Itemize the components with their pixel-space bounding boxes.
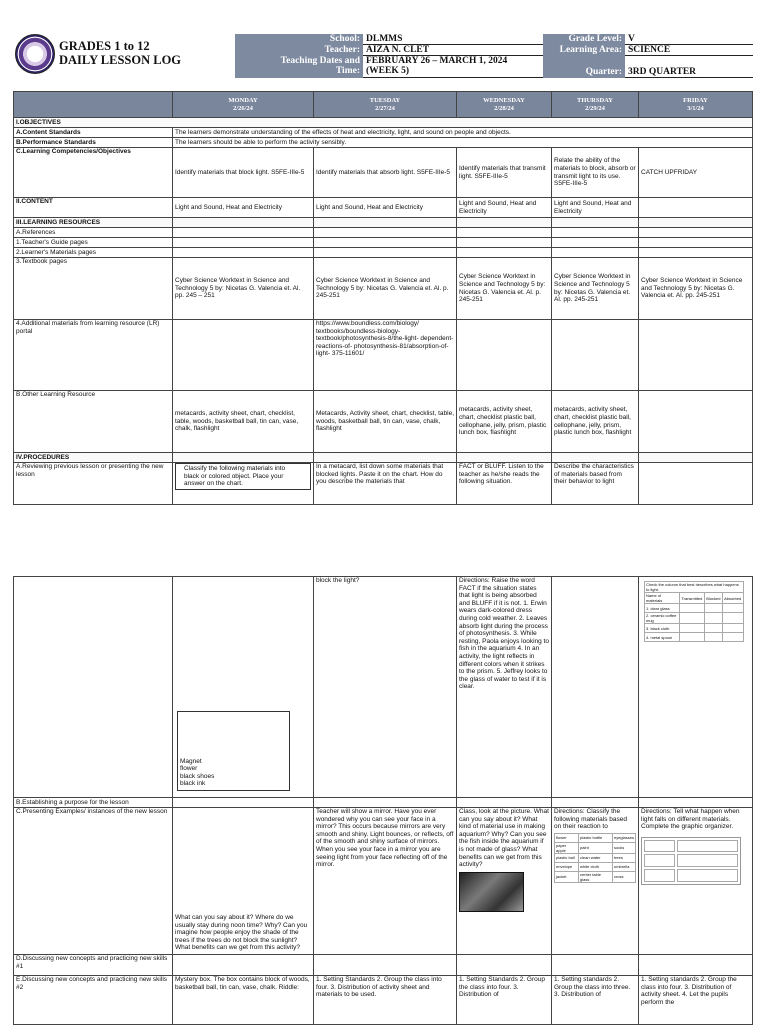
procedures-heading: IV.PROCEDURES	[14, 453, 173, 463]
content-thursday: Light and Sound, Heat and Electricity	[552, 198, 639, 218]
grid-cell: trees	[612, 853, 635, 862]
check-head: Blocked	[705, 593, 723, 604]
blank-head-cell	[14, 92, 173, 118]
perf-std-label: B.Performance Standards	[14, 138, 173, 148]
disc-monday: Mystery box. The box contains block of woods, basketball ball, tin can, vase, chalk. Riddle:	[173, 976, 314, 1025]
textbook-label: 3.Textbook pages	[14, 258, 173, 320]
content-monday: Light and Sound, Heat and Electricity	[173, 198, 314, 218]
resources-heading: III.LEARNING RESOURCES	[14, 218, 173, 228]
lm-label: 2.Learner's Materials pages	[14, 248, 173, 258]
check-head: Name of materials	[645, 593, 680, 604]
content-friday	[639, 198, 753, 218]
purpose-label: B.Establishing a purpose for the lesson	[14, 798, 173, 808]
examples-tuesday: Teacher will show a mirror. Have you ever wondered why you can see your face in a mirror? This occurs because mirrors are very smooth and shiny. Light bounces, or reflects, off of the smooth and shiny surface of mirrors. When you see your face in a mirror you are seeing light from your face reflecting off of the mirror.	[314, 808, 457, 955]
other-label: B.Other Learning Resource	[14, 391, 173, 453]
examples-monday: What can you say about it? Where do we usually stay during noon time? Why? Can you imagine how people enjoy the shade of the trees if the trees do not block the sunlight? What benefits can we get from this activity?	[173, 808, 314, 955]
disc-friday: 1. Setting standards 2. Group the class into four. 3. Distribution of activity sheet. 4. Let the pupils perform the	[639, 976, 753, 1025]
comp-monday: Identify materials that block light. S5FE-IIIe-5	[173, 148, 314, 198]
check-row: 3. black cloth	[645, 624, 680, 633]
lesson-table-2	[13, 576, 753, 1025]
day-monday: MONDAY 2/26/24	[173, 92, 314, 118]
review-monday-list	[177, 711, 290, 791]
grid-cell: center table glass	[579, 871, 613, 882]
check-head: Transmitted	[680, 593, 705, 604]
grid-cell: clean water	[579, 853, 613, 862]
perf-std-text: The learners should be able to perform the activity sensibly.	[173, 138, 753, 148]
discussing1-label: D.Discussing new concepts and practicing new skills #1	[14, 955, 173, 976]
grid-cell: paint	[579, 842, 613, 853]
textbook-wednesday: Cyber Science Worktext in Science and Technology 5 by: Nicetas G. Valencia et. Al. p. 245-251	[457, 258, 552, 320]
list-item: Magnet	[180, 757, 202, 765]
examples-friday: Directions: Tell what happen when light falls on different materials. Complete the graphic organizer.	[641, 808, 740, 831]
title-grades: GRADES 1 to 12	[59, 39, 150, 53]
review-tuesday: In a metacard, list down some materials that blocked lights. Paste it on the chart. How do you describe the materials that	[314, 463, 457, 505]
school-label: School:	[235, 34, 363, 45]
quarter-value: 3RD QUARTER	[625, 56, 753, 78]
additional-tuesday-link[interactable]: https://www.boundless.com/biology/ textbooks/boundless-biology- textbook/photosynthesis-8/the-light- dependent-reactions-of- photosynthesis-81/absorption-of-light- 375-11601/	[314, 320, 457, 391]
grid-cell: socks	[612, 842, 635, 853]
content-std-text: The learners demonstrate understanding of the effects of heat and electricity, light, and sound on people and objects.	[173, 128, 753, 138]
check-table-caption: Check the column that best describes what happens to light.	[645, 582, 744, 593]
graphic-organizer	[641, 837, 741, 885]
grid-cell: jacket	[555, 871, 579, 882]
examples-thursday: Directions: Classify the following materials based on their reaction to	[554, 808, 627, 831]
dates-label: Teaching Dates and Time:	[235, 56, 363, 78]
deped-seal-icon	[15, 34, 55, 74]
textbook-monday: Cyber Science Worktext in Science and Technology 5 by: Nicetas G. Valencia et. Al. pp. 245 – 251	[173, 258, 314, 320]
textbook-tuesday: Cyber Science Worktext in Science and Technology 5 by: Nicetas G. Valencia et. Al. p. 245-251	[314, 258, 457, 320]
other-monday: metacards, activity sheet, chart, checklist, table, woods, basketball ball, tin can, vase, chalk, flashlight	[173, 391, 314, 453]
teacher-value: AIZA N. CLET	[363, 45, 543, 56]
quarter-label: Quarter:	[543, 56, 625, 78]
comp-friday: CATCH UPFRIDAY	[639, 148, 753, 198]
day-friday: FRIDAY 3/1/24	[639, 92, 753, 118]
additional-label: 4.Additional materials from learning resource (LR) portal	[14, 320, 173, 391]
check-head: Absorbed	[723, 593, 744, 604]
check-row: 1. clear glass	[645, 604, 680, 613]
review-label: A.Reviewing previous lesson or presenting the new lesson	[14, 463, 173, 505]
day-thursday: THURSDAY 2/29/24	[552, 92, 639, 118]
disc-wednesday: 1. Setting Standards 2. Group the class into four. 3. Distribution of	[457, 976, 552, 1025]
discussing2-label: E.Discussing new concepts and practicing new skills #2	[14, 976, 173, 1025]
list-item: black ink	[180, 780, 206, 788]
review-wednesday: FACT or BLUFF. Listen to the teacher as he/she reads the following situation.	[457, 463, 552, 505]
other-wednesday: metacards, activity sheet, chart, checklist plastic ball, cellophane, jelly, prism, plastic lunch box, flashlight	[457, 391, 552, 453]
textbook-thursday: Cyber Science Worktext in Science and Technology 5 by: Nicetas G. Valencia et. Al. pp. 245-251	[552, 258, 639, 320]
school-value: DLMMS	[363, 34, 543, 45]
content-wednesday: Light and Sound, Heat and Electricity	[457, 198, 552, 218]
examples-label: C.Presenting Examples/ instances of the new lesson	[14, 808, 173, 955]
tg-label: 1.Teacher's Guide pages	[14, 238, 173, 248]
grid-cell: flower	[555, 833, 579, 842]
classify-grid	[554, 833, 636, 883]
grid-cell: paper apple	[555, 842, 579, 853]
content-std-label: A.Content Standards	[14, 128, 173, 138]
grade-value: V	[625, 34, 753, 45]
grid-cell: envelope	[555, 862, 579, 871]
comp-thursday: Relate the ability of the materials to block, absorb or transmit light to its use. S5FE-IIIe-5	[552, 148, 639, 198]
check-row: 4. metal spoon	[645, 633, 680, 642]
review-tuesday-cont: block the light?	[314, 577, 457, 798]
day-header-row	[14, 92, 753, 118]
other-thursday: metacards, activity sheet, chart, checklist plastic ball, cellophane, jelly, prism, plastic lunch box, flashlight	[552, 391, 639, 453]
dates-value: FEBRUARY 26 – MARCH 1, 2024 (WEEK 5)	[363, 56, 543, 78]
review-thursday: Describe the characteristics of materials based from their behavior to light	[552, 463, 639, 505]
list-item: flower	[180, 765, 198, 773]
review-monday: Classify the following materials into black or colored object. Place your answer on the chart.	[175, 463, 311, 490]
review-wednesday-cont: Directions: Raise the word FACT if the situation states that light is being absorbed and BLUFF if it is not. 1. Erwin wears dark-colored dress during cold weather. 2. Leaves absorb light during the process of photosynthesis. 3. While resting, Paola enjoys looking to fish in the aquarium 4. In an activity, the light reflects in different colors when it strikes to the prism. 5. Jeffrey looks to the glass of water to test if it is clear.	[457, 577, 552, 798]
grid-cell: umbrella	[612, 862, 635, 871]
lesson-log-page-2	[0, 576, 768, 1024]
grid-cell: white cloth	[579, 862, 613, 871]
list-item: black shoes	[180, 772, 215, 780]
objectives-heading: I.OBJECTIVES	[14, 118, 753, 128]
grid-cell: plastic bottle	[579, 833, 613, 842]
area-value: SCIENCE	[625, 45, 753, 56]
references-label: A.References	[14, 228, 173, 238]
competencies-label: C.Learning Competencies/Objectives	[14, 148, 173, 198]
disc-thursday: 1. Setting standards 2. Group the class into three. 3. Distribution of	[552, 976, 639, 1025]
teacher-label: Teacher:	[235, 45, 363, 56]
thursday-check-table	[644, 581, 744, 642]
content-tuesday: Light and Sound, Heat and Electricity	[314, 198, 457, 218]
grid-cell: eyeglasses	[613, 835, 634, 841]
textbook-friday: Cyber Science Worktext in Science and Technology 5 by: Nicetas G. Valencia et. Al. pp. 245-251	[639, 258, 753, 320]
lesson-table-1	[13, 91, 753, 505]
comp-tuesday: Identify materials that absorb light. S5FE-IIIe-5	[314, 148, 457, 198]
check-row: 2. ceramic coffee mug	[645, 613, 680, 624]
area-label: Learning Area:	[543, 45, 625, 56]
examples-wednesday: Class, look at the picture. What can you say about it? What kind of material use in making aquarium? Why? Can you see the fish inside the aquarium if is not made of glass? What benefits can we get from this activity?	[459, 808, 549, 869]
other-tuesday: Metacards, Activity sheet, chart, checklist, table, woods, basketball ball, tin can, vase, chalk, flashlight	[314, 391, 457, 453]
disc-tuesday: 1. Setting Standards 2. Group the class into four. 3. Distribution of activity sheet and materials to be used.	[314, 976, 457, 1025]
grid-cell: plastic ball	[555, 853, 579, 862]
header	[13, 32, 751, 80]
comp-wednesday: Identify materials that transmit light. S5FE-IIIe-5	[457, 148, 552, 198]
day-tuesday: TUESDAY 2/27/24	[314, 92, 457, 118]
grade-label: Grade Level:	[543, 34, 625, 45]
day-wednesday: WEDNESDAY 2/28/24	[457, 92, 552, 118]
content-label: II.CONTENT	[14, 198, 173, 218]
aquarium-photo	[459, 872, 524, 912]
title-dll: DAILY LESSON LOG	[59, 53, 182, 67]
grid-cell: cross	[612, 871, 635, 882]
